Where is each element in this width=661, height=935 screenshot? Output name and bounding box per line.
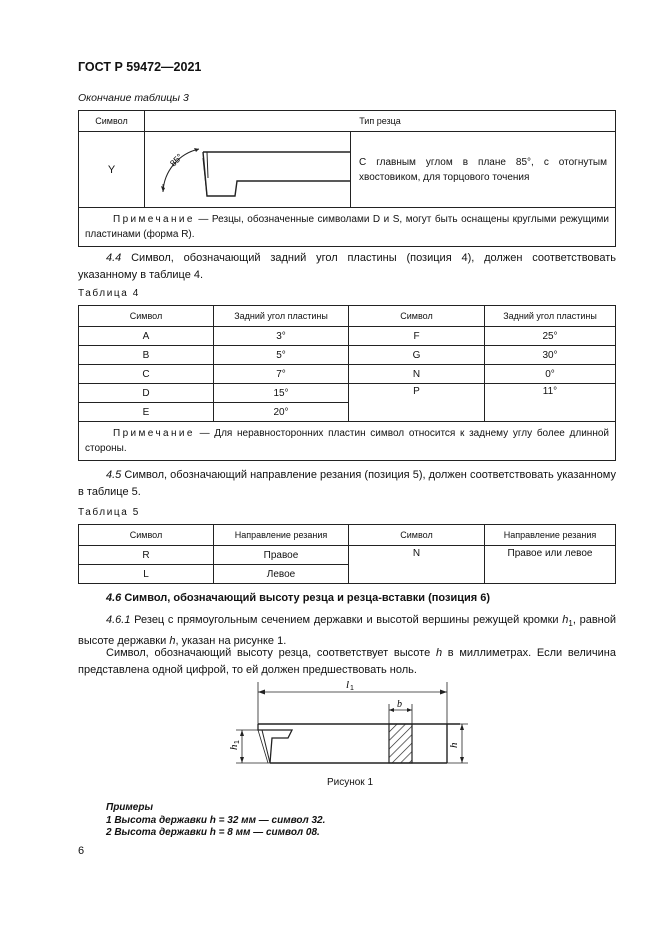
paragraph-4-6-1	[78, 612, 616, 649]
figure-1-label-h: h	[448, 742, 460, 748]
paragraph-4-4-number: 4.4	[106, 252, 122, 264]
table-3-symbol-cell: Y	[79, 132, 145, 208]
examples-title: Примеры	[106, 802, 154, 813]
figure-1-label-l1: l	[346, 679, 350, 691]
section-4-6-title: Символ, обозначающий высоту резца и резца-вставки (позиция 6)	[121, 592, 490, 604]
table-row: 15°	[214, 384, 349, 403]
table-row: 25°	[485, 327, 616, 346]
table-row: R	[79, 546, 214, 565]
table-row: G	[349, 346, 485, 365]
table-row: Левое	[214, 565, 349, 584]
table-4-header-angle-left: Задний угол пластины	[214, 306, 349, 327]
table-row: 30°	[485, 346, 616, 365]
table-row: Правое	[214, 546, 349, 565]
paragraph-symbol-h: h	[435, 647, 443, 659]
table-row: A	[79, 327, 214, 346]
table-3-type-description: С главным углом в плане 85°, с отогнутым хвостовиком, для торцового точения	[350, 132, 615, 207]
paragraph-4-6-1-number: 4.6.1	[106, 614, 131, 626]
cutter-85-drawing	[145, 132, 350, 207]
table-5-label: Таблица 5	[78, 507, 140, 518]
table-row: 20°	[214, 403, 349, 422]
section-4-6-number: 4.6	[106, 592, 122, 604]
paragraph-4-5-text: Символ, обозначающий направление резания (позиция 5), должен соответствовать указанному в таблице 5.	[78, 469, 616, 498]
section-4-6-heading	[106, 592, 490, 604]
table-4	[78, 305, 616, 461]
paragraph-4-5-number: 4.5	[106, 469, 122, 481]
table-row: N	[349, 365, 485, 384]
table-3-type-cell	[145, 132, 616, 208]
paragraph-4-6-1-h1: h	[562, 614, 569, 626]
table-4-note	[79, 422, 616, 461]
figure-1-label-b: b	[397, 699, 402, 710]
figure-1-caption: Рисунок 1	[326, 777, 374, 788]
paragraph-4-4-text: Символ, обозначающий задний угол пластины (позиция 4), должен соответствовать указанному в таблице 4.	[78, 252, 616, 281]
paragraph-symbol-text-a: Символ, обозначающий высоту резца, соответствует высоте	[106, 647, 436, 659]
figure-1-label-l1-sub: 1	[350, 685, 354, 692]
table-3-header-symbol: Символ	[79, 111, 145, 132]
figure-1-drawing	[222, 678, 472, 773]
table-5-header-symbol-right: Символ	[349, 525, 485, 546]
table-row: L	[79, 565, 214, 584]
table-4-header-angle-right: Задний угол пластины	[485, 306, 616, 327]
table-row: Правое или левое	[485, 546, 616, 584]
table-4-label: Таблица 4	[78, 288, 140, 299]
table-row: N	[349, 546, 485, 584]
table-4-note-text: — Для неравносторонних пластин символ относится к заднему углу более длинной стороны.	[85, 428, 609, 454]
paragraph-4-6-1-h1-sub: 1	[568, 619, 573, 629]
table-row: C	[79, 365, 214, 384]
table-4-header-symbol-left: Символ	[79, 306, 214, 327]
table-3	[78, 110, 616, 247]
table-3-note-text: — Резцы, обозначенные символами D и S, могут быть оснащены круглыми режущими пластинами (форма R).	[85, 214, 609, 240]
paragraph-4-5	[78, 467, 616, 500]
table-5-header-direction-right: Направление резания	[485, 525, 616, 546]
figure-1-label-h1: h	[228, 744, 240, 750]
cutter-angle-label: 85°	[167, 151, 185, 169]
paragraph-symbol-height	[78, 645, 616, 678]
table-row: 0°	[485, 365, 616, 384]
table-row: 7°	[214, 365, 349, 384]
figure-1-label-h1-sub: 1	[234, 740, 241, 744]
paragraph-4-6-1-h: h	[169, 634, 176, 647]
paragraph-4-6-1-text-c: , указан на рисунке 1.	[175, 634, 287, 647]
table-row: E	[79, 403, 214, 422]
paragraph-symbol-text-b: в миллиметрах. Если величина представлена одной цифрой, то ей должен предшествовать ноль.	[78, 647, 616, 676]
paragraph-4-6-1-text-a: Резец с прямоугольным сечением державки и высотой вершины режущей кромки	[130, 614, 563, 626]
examples-block	[106, 802, 325, 840]
document-code: ГОСТ Р 59472—2021	[78, 60, 202, 74]
table-3-continuation-caption: Окончание таблицы 3	[78, 92, 189, 104]
table-5	[78, 524, 616, 584]
page-number: 6	[78, 845, 85, 857]
table-4-header-symbol-right: Символ	[349, 306, 485, 327]
table-4-note-word: Примечание	[113, 428, 195, 439]
table-row: 3°	[214, 327, 349, 346]
table-3-header-type: Тип резца	[145, 111, 616, 132]
table-row: 11°	[485, 384, 616, 422]
table-row: D	[79, 384, 214, 403]
table-row: 5°	[214, 346, 349, 365]
table-3-note	[79, 208, 616, 247]
table-3-note-word: Примечание	[113, 214, 195, 225]
paragraph-4-4	[78, 250, 616, 283]
paragraph-4-6-1-text-b: , равной высоте державки	[78, 614, 616, 647]
table-5-header-symbol-left: Символ	[79, 525, 214, 546]
example-item: 2 Высота державки h = 8 мм — символ 08.	[106, 827, 320, 838]
example-item: 1 Высота державки h = 32 мм — символ 32.	[106, 814, 326, 826]
table-row: P	[349, 384, 485, 422]
table-row: B	[79, 346, 214, 365]
table-5-header-direction-left: Направление резания	[214, 525, 349, 546]
table-row: F	[349, 327, 485, 346]
